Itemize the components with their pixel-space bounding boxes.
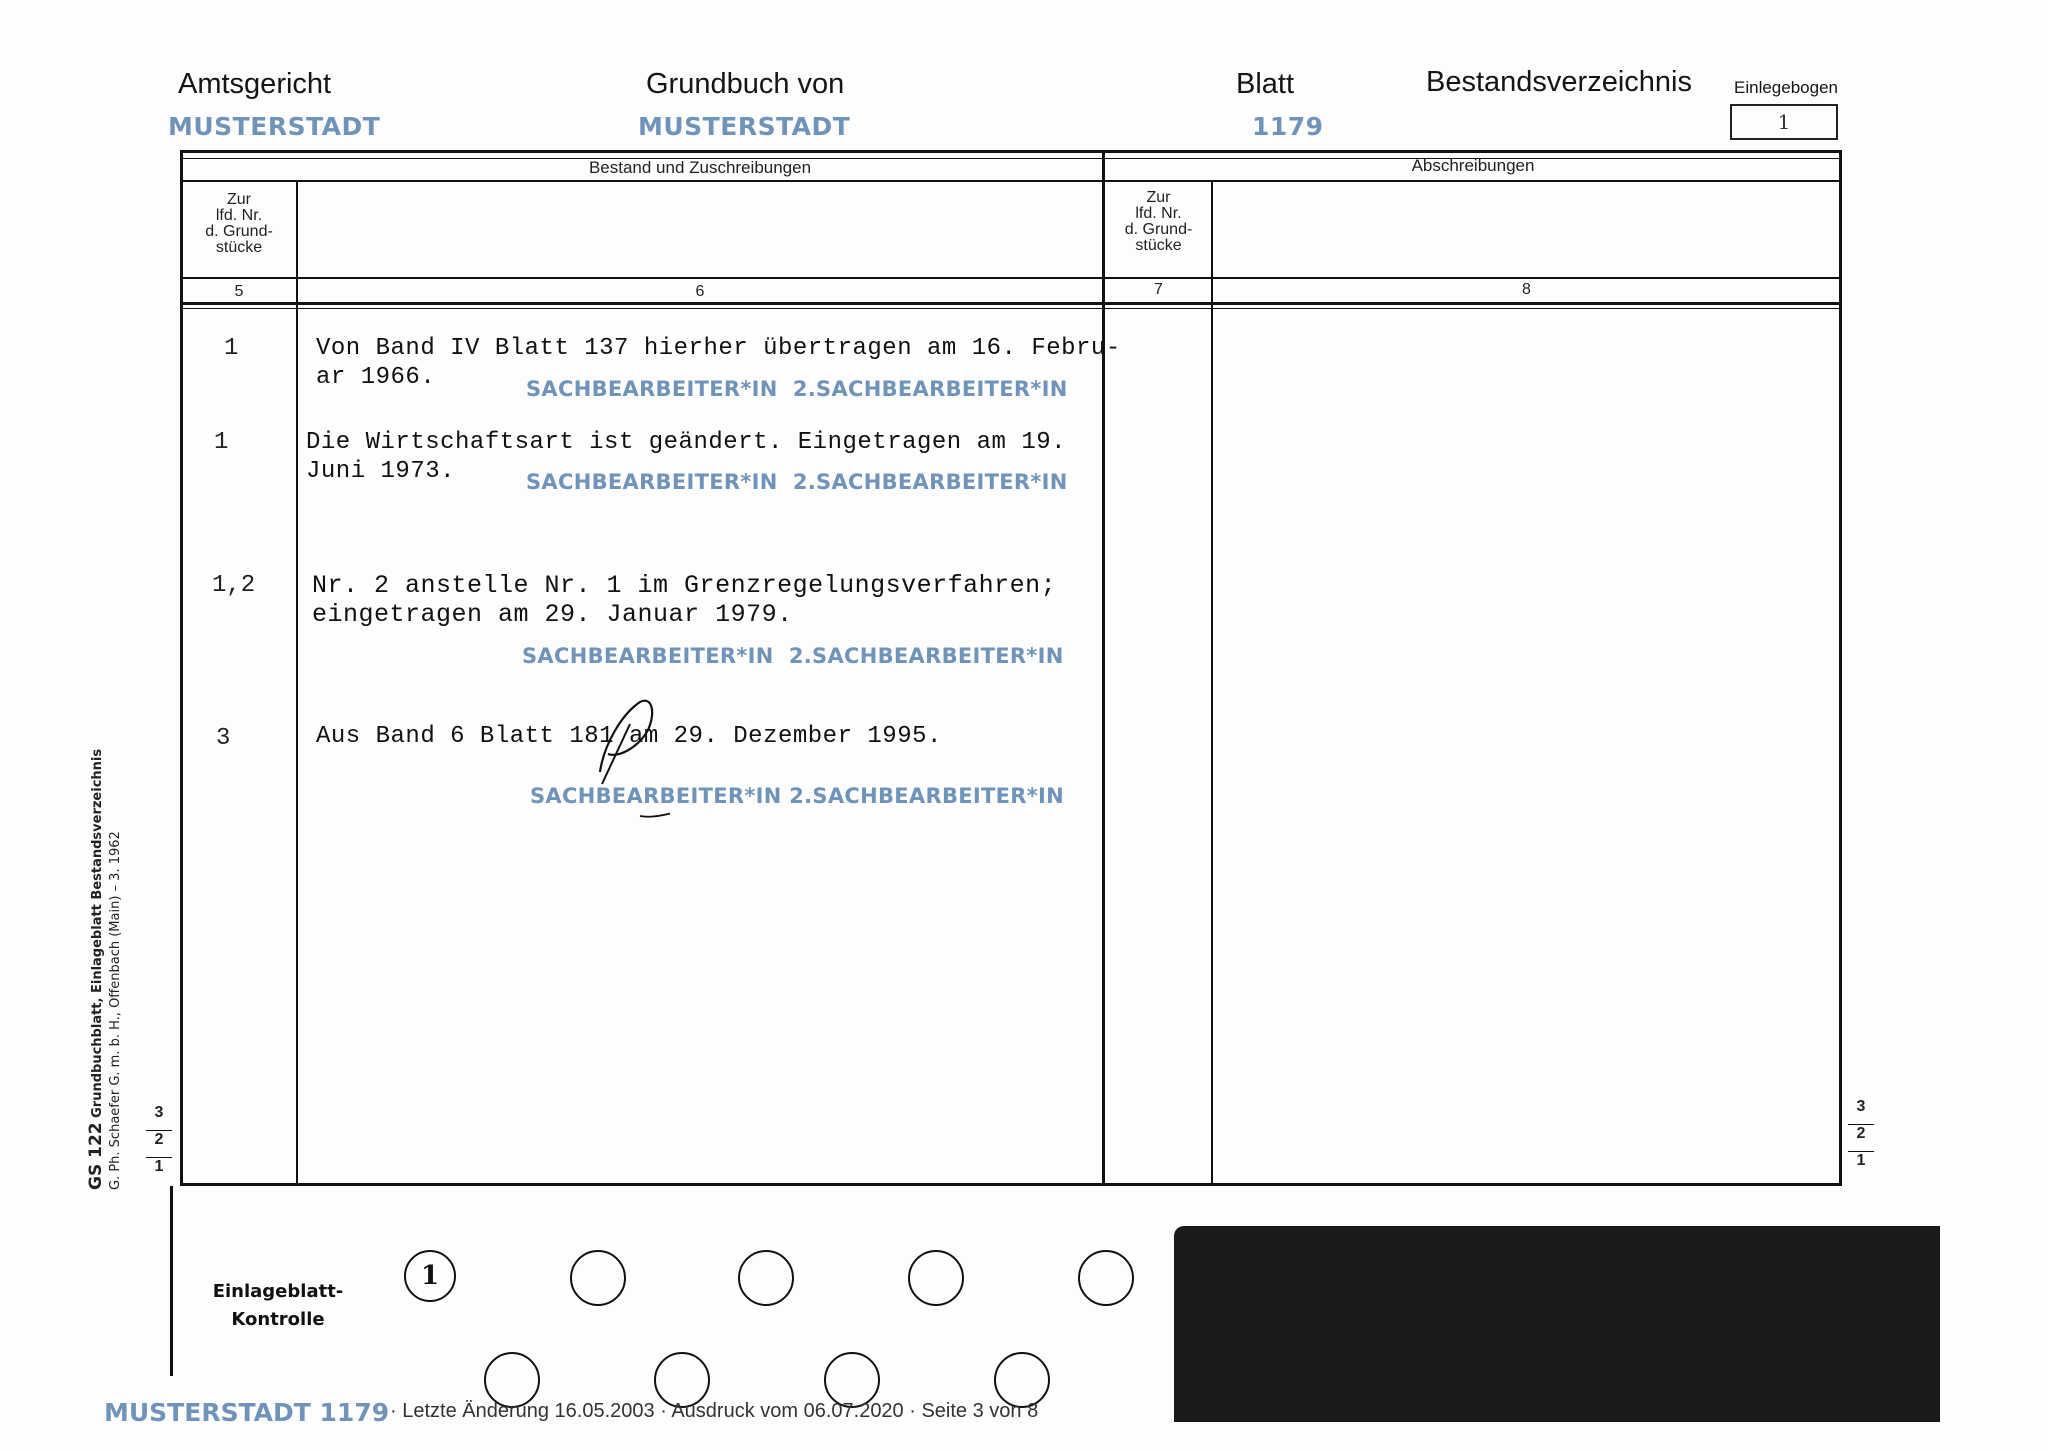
entry-text: Die Wirtschaftsart ist geändert. Eingetragen am 19. Juni 1973. [306, 429, 1067, 485]
entry-text: Von Band IV Blatt 137 hierher übertragen am 16. Febru- ar 1966. [316, 335, 1121, 391]
fraction-mark: 3 [146, 1104, 172, 1131]
section-title: Bestandsverzeichnis [1426, 66, 1692, 98]
handwritten-paraph-icon [590, 684, 670, 834]
left-group-title: Bestand und Zuschreibungen [588, 158, 812, 177]
entry-signature: SACHBEARBEITER*IN 2.SACHBEARBEITER*IN [530, 784, 1065, 808]
fraction-mark: 1 [1856, 1152, 1866, 1169]
col7-header-line: stücke [1135, 237, 1182, 254]
col5-divider [296, 181, 298, 1186]
binding-rule [170, 1186, 173, 1376]
kontrolle-circle [1078, 1250, 1134, 1306]
kontrolle-circle [738, 1250, 794, 1306]
col-number-rule-2 [182, 308, 1840, 309]
grundbuch-value: MUSTERSTADT [638, 112, 851, 141]
einlegebogen-label: Einlegebogen [1734, 78, 1838, 97]
col-number-7: 7 [1154, 281, 1163, 298]
redacted-block [1174, 1226, 1940, 1422]
fraction-mark: 2 [1848, 1125, 1874, 1152]
col7-header-line: Zur [1146, 189, 1171, 206]
col-number-6: 6 [695, 283, 705, 300]
footer-brand: MUSTERSTADT 1179 [104, 1398, 390, 1427]
einlegebogen-box: 1 [1730, 104, 1838, 140]
center-divider [1102, 150, 1105, 1186]
grundbuch-label: Grundbuch von [646, 68, 845, 100]
entry-text: Aus Band 6 Blatt 181 am 29. Dezember 1995. [316, 723, 942, 750]
kontrolle-label [196, 1278, 360, 1334]
col5-header-line: stücke [215, 239, 263, 256]
col5-header-line: d. Grund- [205, 223, 273, 240]
entry-signature: SACHBEARBEITER*IN 2.SACHBEARBEITER*IN [526, 470, 1068, 494]
col5-header-line: Zur [227, 191, 251, 208]
col-header-rule [182, 277, 1840, 279]
entry-signature: SACHBEARBEITER*IN 2.SACHBEARBEITER*IN [522, 644, 1064, 668]
fraction-mark: 1 [154, 1158, 164, 1175]
fraction-mark: 2 [146, 1131, 172, 1158]
entry-nr: 1 [224, 335, 239, 362]
footer-meta: · Letzte Änderung 16.05.2003 · Ausdruck vom 06.07.2020 · Seite 3 von 8 [390, 1400, 1039, 1422]
col-number-5: 5 [234, 283, 244, 300]
form-description: Grundbuchblatt, Einlageblatt Bestandsverzeichnis [90, 748, 105, 1118]
col7-header [1106, 190, 1211, 254]
entry-text: Nr. 2 anstelle Nr. 1 im Grenzregelungsverfahren; eingetragen am 29. Januar 1979. [312, 571, 1057, 629]
form-code: GS 122 [86, 1122, 106, 1190]
col7-header-line: d. Grund- [1124, 221, 1193, 238]
amtsgericht-label: Amtsgericht [178, 68, 332, 100]
fraction-mark: 3 [1848, 1098, 1874, 1125]
entry-nr: 1 [214, 429, 229, 456]
form-code-vertical [86, 749, 106, 1190]
col-number-8: 8 [1522, 281, 1531, 298]
publisher-vertical: G. Ph. Schaefer G. m. b. H., Offenbach (Main) – 3. 1962 [108, 831, 123, 1190]
kontrolle-label-line: Einlageblatt- [212, 1281, 344, 1302]
amtsgericht-value: MUSTERSTADT [168, 112, 381, 141]
col7-divider [1211, 181, 1213, 1186]
kontrolle-mark: 1 [420, 1261, 440, 1291]
group-title-rule [182, 180, 1840, 182]
col-number-rule [182, 302, 1840, 305]
entry-signature: SACHBEARBEITER*IN 2.SACHBEARBEITER*IN [526, 377, 1068, 401]
kontrolle-circle [570, 1250, 626, 1306]
blatt-value: 1179 [1252, 112, 1324, 141]
entry-nr: 3 [216, 725, 231, 752]
col5-header [182, 192, 296, 256]
col5-header-line: lfd. Nr. [215, 207, 263, 224]
kontrolle-label-line: Kontrolle [231, 1309, 325, 1330]
kontrolle-circle-marked [404, 1250, 456, 1302]
col7-header-line: lfd. Nr. [1135, 205, 1182, 222]
blatt-label: Blatt [1236, 68, 1295, 100]
fraction-left [146, 1104, 172, 1184]
kontrolle-circle [908, 1250, 964, 1306]
fraction-right [1848, 1098, 1874, 1178]
bestand-table [180, 150, 1842, 1186]
entry-nr: 1,2 [212, 572, 256, 599]
right-group-title: Abschreibungen [1411, 156, 1535, 175]
